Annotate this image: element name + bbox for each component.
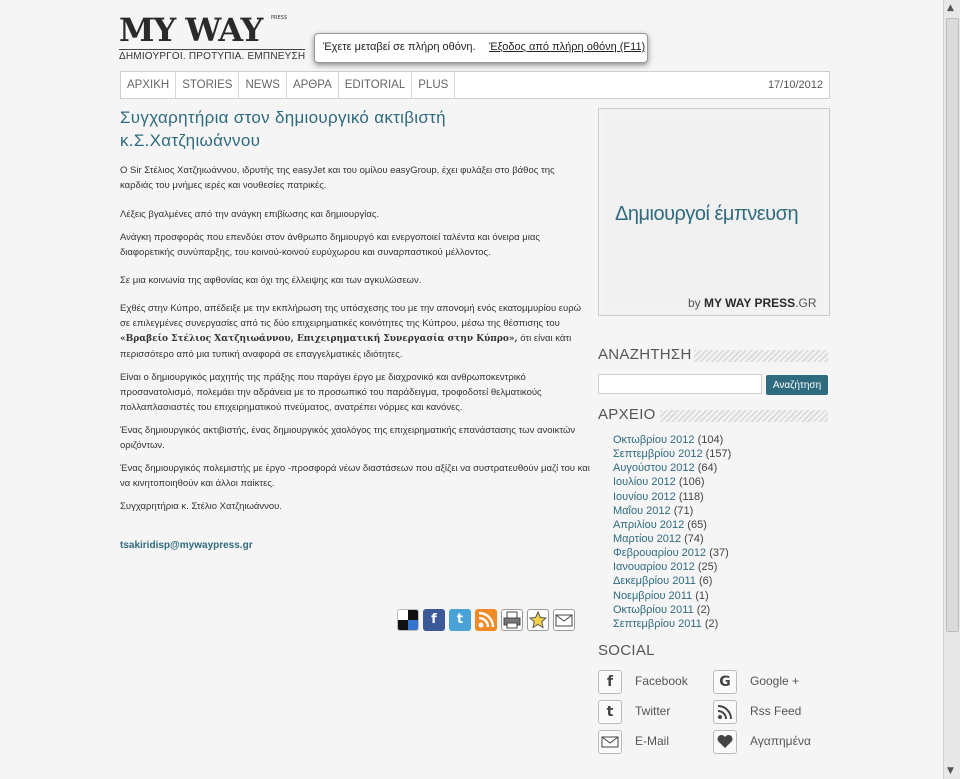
social-label: Αγαπημένα — [750, 734, 811, 748]
archive-item[interactable] — [613, 546, 731, 560]
nav-item-home[interactable]: ΑΡΧΙΚΗ — [121, 72, 176, 98]
scroll-up-icon[interactable]: ▲ — [947, 3, 954, 13]
promo-banner[interactable] — [598, 108, 830, 316]
archive-item[interactable] — [613, 589, 731, 603]
archive-month: Ιουνίου 2012 — [613, 490, 676, 503]
nav-item-news[interactable]: NEWS — [239, 72, 287, 98]
archive-count: (74) — [684, 532, 704, 545]
article-paragraph — [120, 301, 590, 362]
nav-item-editorial[interactable]: EDITORIAL — [339, 72, 413, 98]
social-label: E-Mail — [635, 734, 670, 748]
article-paragraph: Ο Sir Στέλιος Χατζηιωάννου, ιδρυτής της easyJet και του ομίλου easyGroup, έχει φυλάξει στο βάθος της καρδιάς του μνήμες ιερές και νουθεσίες πατρικές. — [120, 165, 555, 191]
archive-count: (6) — [698, 575, 713, 588]
vertical-scrollbar[interactable] — [943, 0, 960, 779]
archive-month: Νοεμβρίου 2011 — [613, 589, 693, 602]
delicious-icon[interactable] — [397, 609, 419, 631]
promo-banner-inner — [604, 114, 824, 310]
main-navigation — [120, 71, 830, 99]
rss-icon[interactable] — [475, 609, 497, 631]
article-body — [120, 163, 590, 514]
promo-domain: .GR — [795, 296, 817, 310]
archive-item[interactable] — [613, 447, 731, 461]
promo-slogan: Δημιουργοί έμπνευση — [615, 203, 799, 225]
search-heading: ΑΝΑΖΗΤΗΣΗ — [598, 346, 692, 363]
archive-month: Αυγούστου 2012 — [613, 462, 695, 475]
archive-count: (118) — [678, 490, 704, 503]
archive-item[interactable] — [613, 461, 731, 475]
scrollbar-thumb[interactable] — [946, 18, 959, 632]
article-paragraph: Συγχαρητήρια κ. Στέλιο Χατζηιωάννου. — [120, 501, 283, 512]
author-email-link[interactable]: tsakiridisp@mywaypress.gr — [120, 540, 253, 551]
favorite-icon[interactable] — [527, 609, 549, 631]
archive-month: Σεπτεμβρίου 2011 — [613, 617, 702, 630]
archive-month: Οκτωβρίου 2012 — [613, 434, 695, 446]
article-title: Συγχαρητήρια στον δημιουργικό ακτιβιστή κ.Σ.Χατζηιωάννου — [120, 108, 446, 150]
promo-by-prefix: by — [688, 296, 705, 310]
heading-stripe — [694, 350, 828, 362]
exit-fullscreen-link[interactable]: Έξοδος από πλήρη οθόνη (F11) — [489, 41, 646, 53]
article-paragraph: Είναι ο δημιουργικός μαχητής της πράξης που παράγει έργο με διαχρονικό και ανθρωποκεντρικό προσανατολισμό, πολεμάει την αδράνεια με το προσωπικό του παράδειγμα, τροφοδοτεί θελματικούς πολλαπλασιαστές του επιχειρηματικού πνεύματος, ανατρέπει νόρμες και κανόνες. — [120, 372, 542, 413]
rss-icon — [713, 700, 737, 724]
archive-count: (2) — [704, 617, 719, 630]
email-icon — [598, 730, 622, 754]
archive-month: Οκτωβρίου 2011 — [613, 603, 694, 616]
archive-count: (157) — [705, 448, 732, 461]
award-name: «Βραβείο Στέλιος Χατζηιωάννου, Επιχειρηματική Συνεργασία στην Κύπρο», — [120, 334, 518, 344]
archive-count: (2) — [696, 603, 711, 616]
archive-month: Σεπτεμβρίου 2012 — [613, 448, 703, 461]
archive-month: Δεκεμβρίου 2011 — [613, 575, 696, 588]
nav-item-stories[interactable]: STORIES — [176, 72, 239, 98]
archive-count: (25) — [697, 561, 718, 574]
archive-item[interactable] — [613, 475, 731, 489]
promo-byline — [688, 296, 817, 310]
archive-item[interactable] — [613, 574, 731, 588]
search-button[interactable]: Αναζήτηση — [766, 375, 828, 395]
facebook-icon: f — [598, 670, 622, 694]
archive-count: (1) — [695, 589, 709, 602]
facebook-icon[interactable]: f — [423, 609, 445, 631]
archive-month: Μαρτίου 2012 — [613, 532, 682, 545]
archive-month: Φεβρουαρίου 2012 — [613, 547, 707, 560]
archive-item[interactable] — [613, 490, 731, 504]
current-date: 17/10/2012 — [767, 79, 823, 91]
social-heading: SOCIAL — [598, 642, 655, 659]
archive-item[interactable] — [613, 617, 731, 631]
archive-item[interactable] — [613, 560, 731, 574]
article-paragraph: Σε μια κοινωνία της αφθονίας και όχι της έλλειψης και των αγκυλώσεων. — [120, 275, 422, 286]
archive-heading: ΑΡΧΕΙΟ — [598, 406, 656, 423]
archive-item[interactable] — [613, 603, 731, 617]
social-label: Google + — [750, 674, 800, 688]
archive-item[interactable] — [613, 532, 731, 546]
archive-month: Μαΐου 2012 — [613, 504, 671, 517]
fullscreen-message: Έχετε μεταβεί σε πλήρη οθόνη. — [323, 41, 476, 53]
archive-count: (106) — [678, 476, 705, 489]
article-paragraph: Λέξεις βγαλμένες από την ανάγκη επιβίωσης και δημιουργίας. — [120, 209, 380, 220]
article-paragraph: Ένας δημιουργικός ακτιβιστής, ένας δημιουργικός χαολόγος της επιχειρηματικής επανάστασης των ανοικτών οριζόντων. — [120, 425, 576, 451]
nav-item-plus[interactable]: PLUS — [412, 72, 455, 98]
archive-item[interactable] — [613, 518, 731, 532]
archive-count: (37) — [709, 547, 729, 560]
google-plus-icon: G — [713, 670, 737, 694]
email-icon[interactable] — [553, 609, 575, 631]
site-logo[interactable] — [119, 12, 305, 62]
article-text: ότι είναι κάτι περισσότερο από μια τυπική αναφορά σε επαγγελματικές ιδιότητες. — [120, 333, 572, 360]
archive-count: (71) — [673, 504, 694, 517]
article-paragraph: Ένας δημιουργικός πολεμιστής με έργο -προσφορά νέων διαστάσεων που αξίζει να συστρατευθούν μαζί του και να κινητοποιηθούν και άλλοι παίκτες. — [120, 463, 590, 489]
archive-month: Απριλίου 2012 — [613, 518, 685, 531]
print-icon[interactable] — [501, 609, 523, 631]
archive-count: (65) — [687, 518, 707, 531]
logo-press-vertical: PRESS — [271, 15, 287, 21]
archive-month: Ιουλίου 2012 — [613, 476, 676, 489]
scroll-down-icon[interactable]: ▼ — [947, 766, 954, 776]
twitter-icon: t — [598, 700, 622, 724]
archive-list — [613, 433, 731, 631]
article-paragraph: Ανάγκη προσφοράς που επενδύει στον άνθρωπο δημιουργό και ενεργοποιεί ταλέντα και όνειρα μιας διαφορετικής συνύπαρξης, του κοινού-κοινού ευρύχωρου και συναρπαστικού μέλλοντος. — [120, 232, 540, 258]
fullscreen-notification — [314, 33, 648, 63]
nav-item-articles[interactable]: ΑΡΘΡΑ — [287, 72, 339, 98]
archive-count: (64) — [697, 462, 718, 475]
archive-count: (104) — [697, 434, 724, 446]
twitter-icon[interactable]: t — [449, 609, 471, 631]
logo-title: MY WAY — [119, 11, 263, 49]
search-input[interactable] — [598, 374, 762, 394]
archive-item[interactable] — [613, 504, 731, 518]
social-label: Facebook — [635, 674, 688, 688]
social-label: Twitter — [635, 704, 671, 718]
heading-stripe — [660, 410, 828, 422]
article-text: Εχθές στην Κύπρο, απέδειξε με την εκπλήρωση της υπόσχεσης του με την απονομή ενός εκατομμυρίου ευρώ σε επιλεγμένες συνεργασίες από τις δύο επιχειρηματικές κοινότητες της Κύπρου, μέσω της θέσπισης του — [120, 303, 582, 329]
archive-month: Ιανουαρίου 2012 — [613, 561, 695, 574]
favorites-icon — [713, 730, 737, 754]
archive-item[interactable] — [613, 433, 731, 447]
promo-brand: MY WAY PRESS — [704, 296, 796, 310]
logo-tagline: ΔΗΜΙΟΥΡΓΟΙ. ΠΡΟΤΥΠΙΑ. ΕΜΠΝΕΥΣΗ — [119, 51, 306, 62]
social-label: Rss Feed — [750, 704, 802, 718]
